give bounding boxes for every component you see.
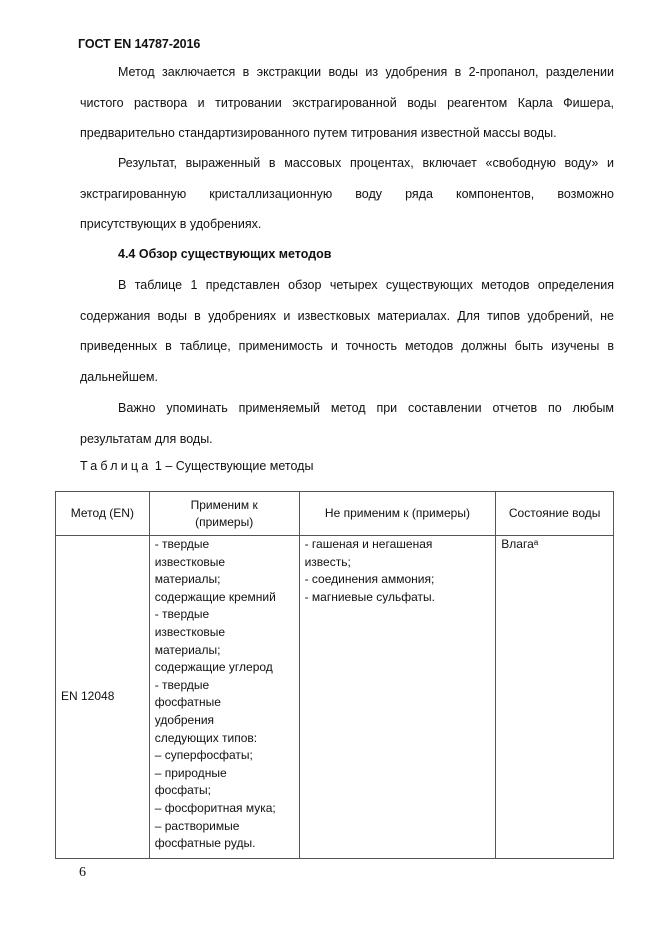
cell-not-applicable (299, 536, 496, 859)
methods-table (55, 491, 614, 859)
text-line: содержания воды в удобрениях и известковых материалах. Для типов удобрений, не (80, 308, 614, 323)
section-heading: 4.4 Обзор существующих методов (118, 247, 332, 261)
paragraph-reporting (80, 393, 614, 454)
paragraph-method-description (80, 57, 614, 149)
text-line: присутствующих в удобрениях. (80, 217, 262, 231)
paragraph-result (80, 148, 614, 240)
cell-line: фосфатные руды. (154, 836, 256, 851)
cell-line: следующих типов: (154, 730, 258, 745)
document-id: ГОСТ EN 14787-2016 (78, 37, 201, 51)
cell-line: Влагаᵃ (501, 537, 539, 551)
cell-line: – суперфосфаты; (154, 748, 253, 763)
cell-line: материалы; (154, 642, 221, 657)
cell-line: известковые (154, 554, 226, 569)
cell-water-state (496, 536, 614, 859)
text-line: результатам для воды. (80, 431, 213, 446)
cell-line: - гашеная и негашеная (304, 537, 433, 551)
text-line: приведенных в таблице, применимость и точность методов должны быть изучены в (80, 339, 614, 353)
table-caption-prefix: Таблица (80, 459, 152, 473)
header-water-state: Состояние воды (496, 492, 614, 536)
text-line: экстрагированную кристаллизационную воду ряда компонентов, возможно (80, 186, 614, 201)
cell-line: - магниевые сульфаты. (304, 589, 435, 604)
table-header-row (56, 492, 614, 536)
header-applicable (149, 492, 299, 536)
cell-line: материалы; (154, 572, 221, 587)
text-line: В таблице 1 представлен обзор четырех существующих методов определения (118, 278, 614, 292)
paragraph-overview (80, 270, 614, 392)
text-line: Результат, выраженный в массовых процентах, включает «свободную воду» и (118, 156, 614, 170)
cell-line: – фосфоритная мука; (154, 800, 276, 815)
text-line: чистого раствора и титровании экстрагированной воды реагентом Карла Фишера, (80, 95, 614, 110)
table-row (56, 536, 614, 859)
table-caption-text: 1 – Существующие методы (151, 459, 314, 473)
cell-line: содержащие углерод (154, 660, 273, 675)
header-method: Метод (EN) (56, 492, 150, 536)
cell-line: фосфаты; (154, 783, 212, 798)
cell-method: EN 12048 (56, 536, 150, 859)
cell-line: – природные (154, 765, 227, 780)
cell-line: - соединения аммония; (304, 572, 435, 587)
cell-applicable (149, 536, 299, 859)
table-caption (80, 459, 313, 473)
text-line: Важно упоминать применяемый метод при составлении отчетов по любым (118, 401, 614, 415)
text-line: дальнейшем. (80, 369, 158, 384)
cell-line: - твердые (154, 677, 210, 692)
header-not-applicable: Не применим к (примеры) (299, 492, 496, 536)
text-line: Метод заключается в экстракции воды из удобрения в 2-пропанол, разделении (118, 65, 614, 79)
header-applicable-line: (примеры) (195, 514, 254, 529)
cell-line: – растворимые (154, 818, 240, 833)
cell-line: фосфатные (154, 695, 221, 710)
page-number: 6 (79, 865, 86, 880)
text-line: предварительно стандартизированного путем титрования известной массы воды. (80, 126, 557, 140)
cell-line: известь; (304, 554, 351, 569)
cell-line: удобрения (154, 712, 215, 727)
header-applicable-line: Применим к (190, 497, 258, 512)
cell-line: - твердые (154, 537, 210, 551)
cell-line: известковые (154, 624, 226, 639)
cell-line: - твердые (154, 607, 210, 622)
cell-line: содержащие кремний (154, 589, 276, 604)
